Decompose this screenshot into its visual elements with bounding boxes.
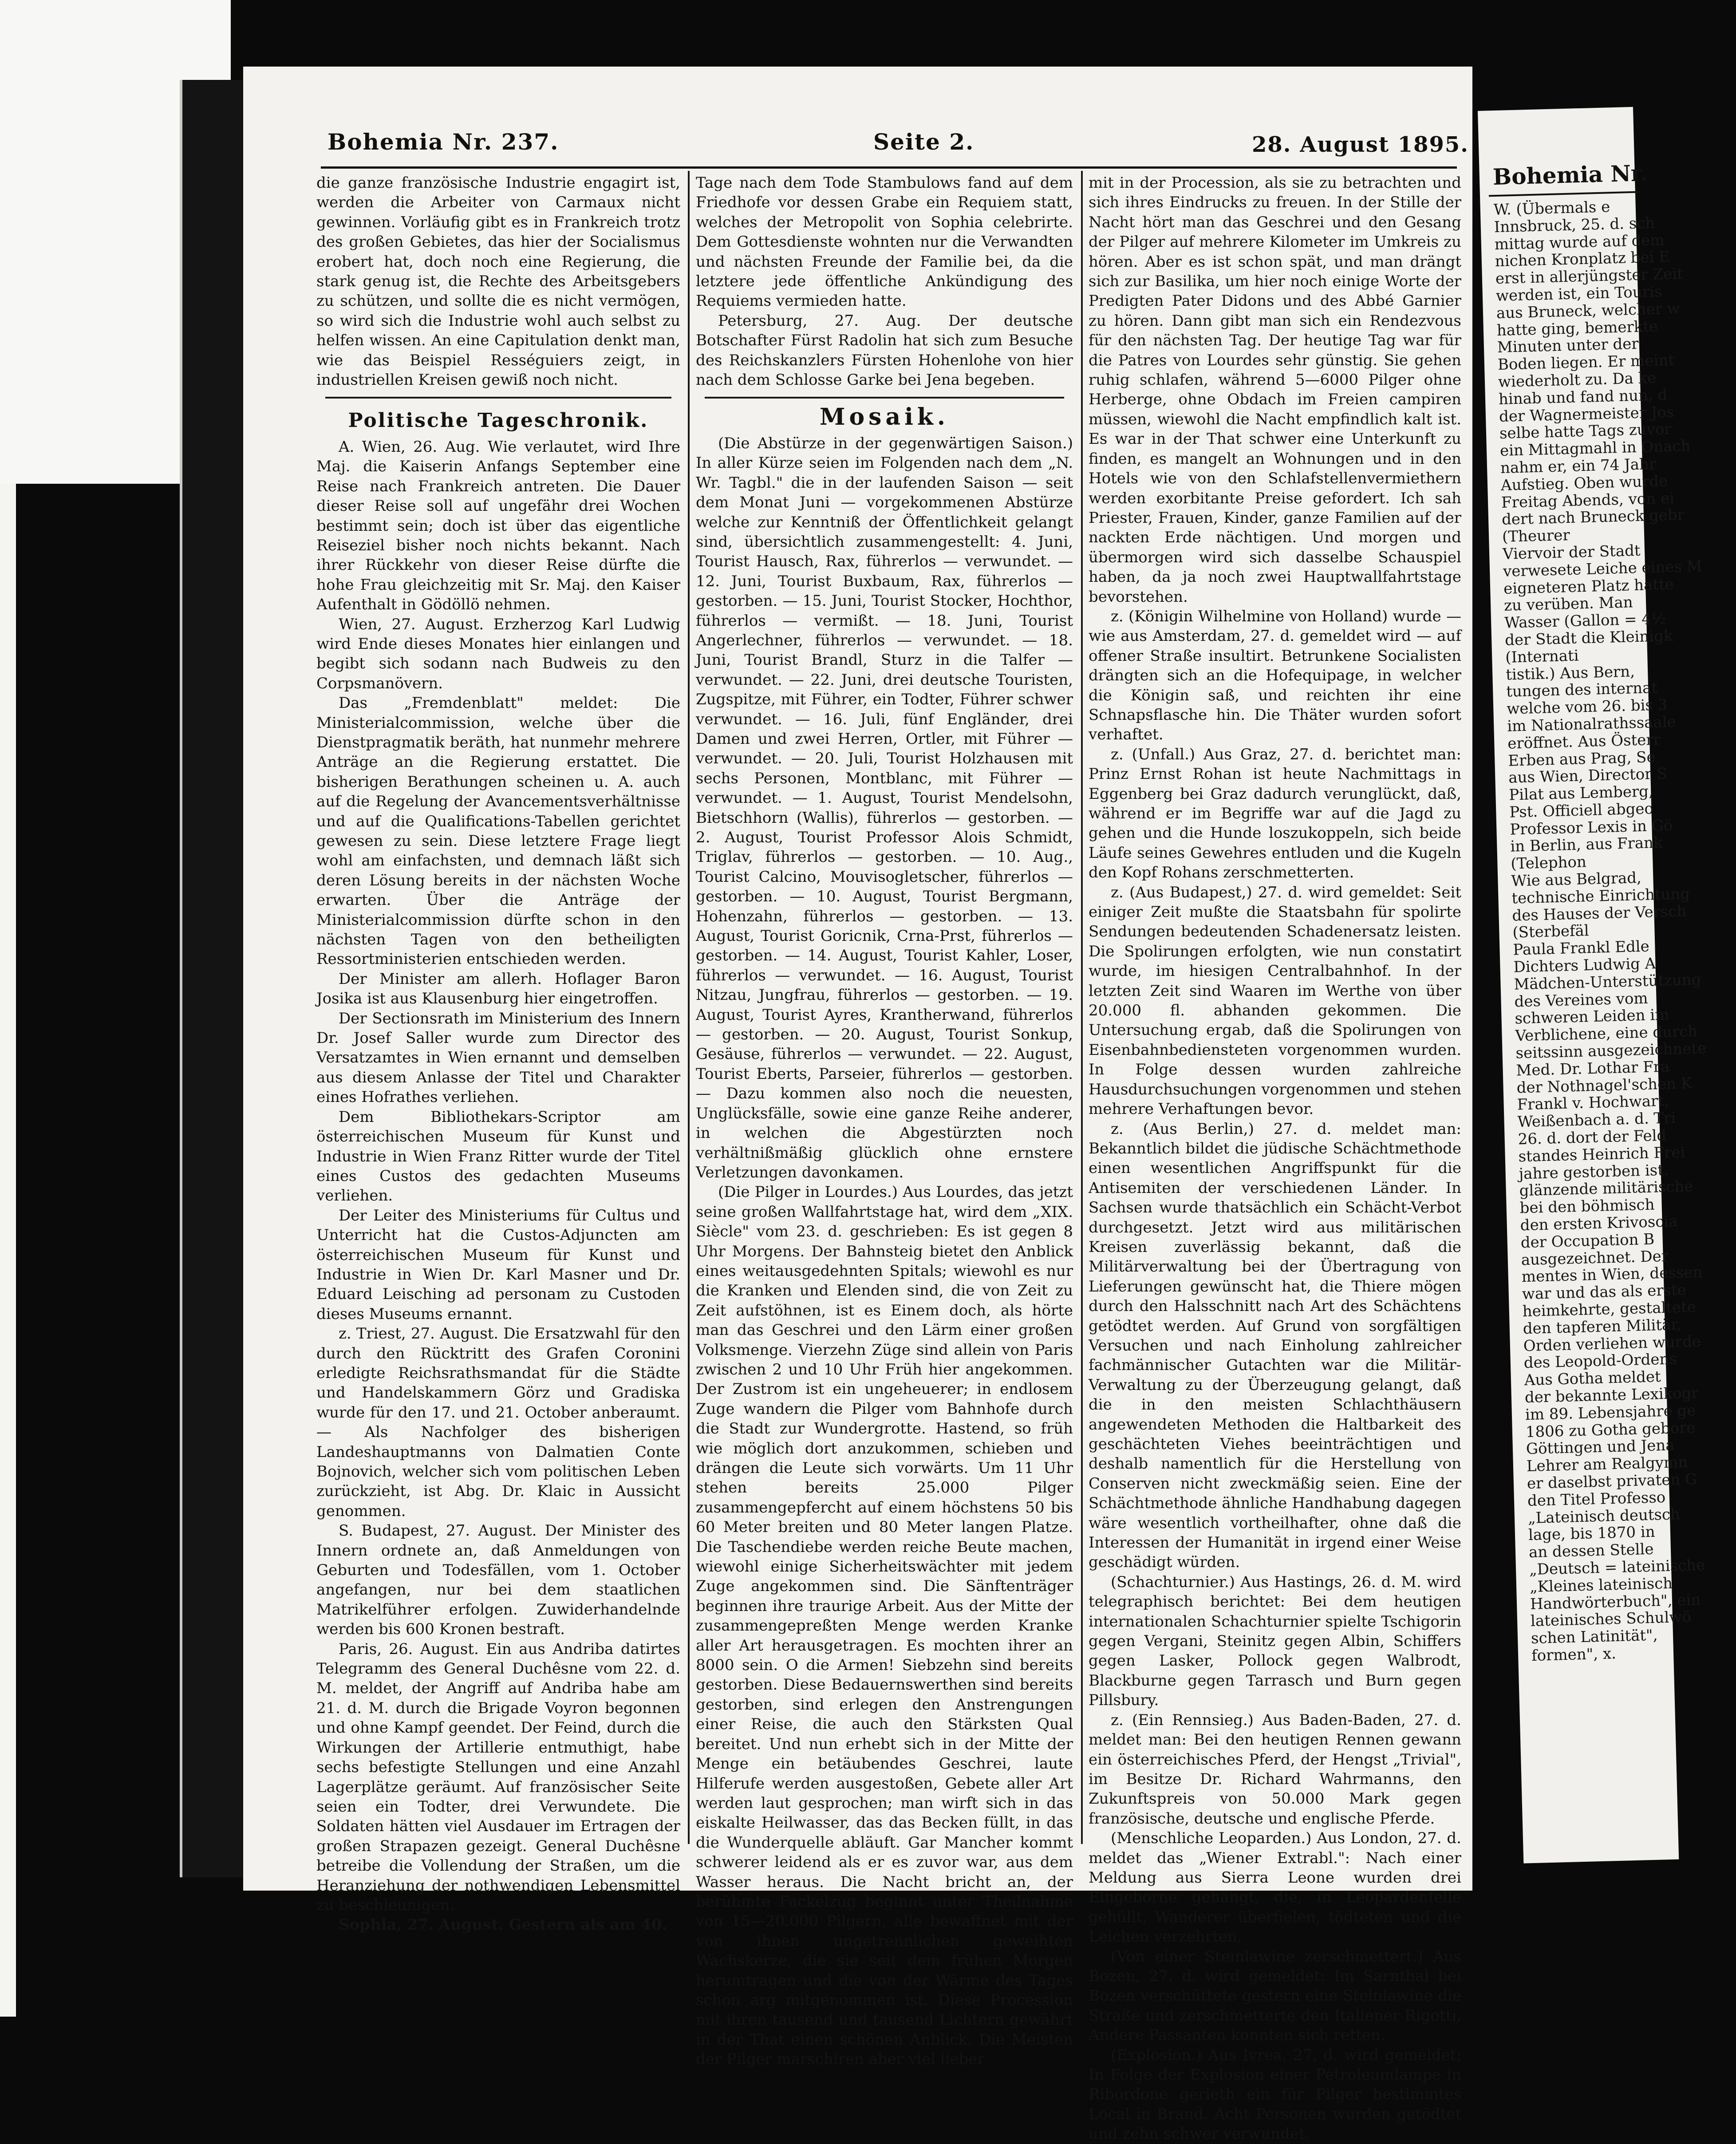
adjacent-page xyxy=(1478,107,1707,1864)
adjacent-text-line: mittag wurde auf dem xyxy=(1494,231,1665,253)
adjacent-text-line: schweren Leiden im xyxy=(1515,1006,1669,1028)
adjacent-text-line: formen", x. xyxy=(1531,1644,1617,1665)
adjacent-text-line: eigneteren Platz hatte xyxy=(1503,575,1674,598)
adjacent-text-line: des Vereines vom xyxy=(1514,989,1649,1011)
adjacent-text-line: (Telephon xyxy=(1510,853,1587,873)
adjacent-text-line: glänzende militärische xyxy=(1519,1177,1694,1200)
adjacent-text-line: an dessen Stelle xyxy=(1528,1540,1654,1562)
adjacent-text-line: des Leopold-Ordens xyxy=(1523,1350,1677,1372)
adjacent-text-line: Pilat aus Lemberg, xyxy=(1508,782,1654,804)
column-divider xyxy=(1081,171,1083,1844)
adjacent-text-line: wiederholt zu. Da ke xyxy=(1498,369,1657,391)
news-item: Petersburg, 27. Aug. Der deutsche Botschafter Fürst Radolin hat sich zum Besuche des Reichskanzlers Fürsten Hohenlohe von hier nach dem Schlosse Garke bei Jena begeben. xyxy=(696,312,1073,389)
adjacent-text-line: ausgezeichnet. Der xyxy=(1521,1247,1669,1269)
news-item: Der Leiter des Ministeriums für Cultus und Unterricht hat die Custos-Adjuncten am österreichischen Museum für Kunst und Industrie in Wien Dr. Karl Masner und Dr. Eduard Leisching ad personam zu Custoden dieses Museums ernannt. xyxy=(316,1206,680,1323)
page-header xyxy=(327,129,1472,169)
adjacent-text-line: den ersten Krivoscia xyxy=(1520,1212,1678,1235)
news-item: Paris, 26. August. Ein aus Andriba datirtes Telegramm des General Duchêsne vom 22. d. M. meldet, der Angriff auf Andriba habe am 21. d. M. durch die Brigade Voyron begonnen und ohne Kampf geendet. Der Feind, durch die Wirkungen der Artillerie entmuthigt, habe sechs befestigte Stellungen und eine Anzahl Lagerplätze geräumt. Auf französischer Seite seien ein Todter, drei Verwundete. Die Soldaten hätten viel Ausdauer im Ertragen der großen Strapazen gezeigt. General Duchêsne betreibe die Vollendung der Straßen, um die Heranziehung der nothwendigen Lebensmittel zu beschleunigen. xyxy=(316,1640,680,1914)
adjacent-text-line: (Internati xyxy=(1505,647,1579,667)
adjacent-text-line: welche vom 26. bis 3 xyxy=(1506,696,1668,718)
adjacent-text-line: der Stadt die Kleinigk xyxy=(1504,627,1673,649)
adjacent-text-line: Viervoir der Stadt xyxy=(1502,541,1641,563)
adjacent-text-line: aus Wien, Director S xyxy=(1508,765,1668,787)
adjacent-text-line: mentes in Wien, dessen xyxy=(1521,1263,1703,1286)
adjacent-text-line: erst in allerjüngster Zeit xyxy=(1495,265,1684,288)
adjacent-text-line: seitssinn ausgezeichnete xyxy=(1515,1039,1707,1062)
adjacent-text-line: der Nothnagel'schen K xyxy=(1516,1074,1693,1097)
adjacent-text-line: 1806 zu Gotha gebore xyxy=(1525,1418,1696,1441)
masthead-issue: Bohemia Nr. 237. xyxy=(327,129,559,155)
adjacent-text-line: der Occupation B xyxy=(1520,1230,1655,1252)
adjacent-text-line: Freitag Abends, von ei xyxy=(1501,489,1675,512)
adjacent-text-line: technische Einrichtung xyxy=(1511,884,1690,908)
adjacent-text-line: Wasser (Gallon = 4½ xyxy=(1504,610,1666,632)
adjacent-text-line: „Deutsch = lateinische xyxy=(1529,1556,1705,1579)
adjacent-text-line: verwesete Leiche eines M xyxy=(1503,557,1703,580)
adjacent-text-line: nahm er, ein 74 Jahr xyxy=(1500,455,1657,477)
adjacent-text-line: hatte ging, bemerkte xyxy=(1496,317,1658,340)
news-item: (Schachturnier.) Aus Hastings, 26. d. M. wird telegraphisch berichtet: Bei dem heutigen internationalen Schachturnier spielte Tschigorin gegen Vergani, Steinitz gegen Albin, Schiffers gegen Lasker, Pollock gegen Walbrodt, Blackburne gegen Tarrasch und Burn gegen Pillsbury. xyxy=(1089,1573,1461,1710)
news-item: Dem Bibliothekars-Scriptor am österreichischen Museum für Kunst und Industrie in Wien Franz Ritter wurde der Titel eines Custos des gedachten Museums verliehen. xyxy=(316,1108,680,1205)
news-item: z. (Aus Budapest,) 27. d. wird gemeldet: Seit einiger Zeit mußte die Staatsbahn für spolirte Sendungen bedeutenden Schadenersatz leisten. Die Spolirungen erfolgten, wie nun constatirt wurde, im hiesigen Centralbahnhof. In der letzten Zeit sind Waaren im Werthe von über 20.000 fl. abhanden gekommen. Die Untersuchung ergab, daß die Spolirungen von Eisenbahnbediensteten vorgenommen wurden. In Folge dessen wurden zahlreiche Hausdurchsuchungen vorgenommen und stehen mehrere Verhaftungen bevor. xyxy=(1089,883,1461,1118)
section-rule xyxy=(705,397,1064,399)
adjacent-text-line: Boden liegen. Er meint xyxy=(1497,351,1675,374)
news-item: z. (Aus Berlin,) 27. d. meldet man: Bekanntlich bildet die jüdische Schächtmethode einen wesentlichen Angriffspunkt für die Antisemiten der verschiedenen Länder. In Sachsen wurde thatsächlich ein Schächt-Verbot durchgesetzt. Jetzt wird aus militärischen Kreisen zuverlässig bekannt, daß die Militärverwaltung bei der Übertragung von Lieferungen gewünscht hat, die Thiere mögen durch den Halsschnitt nach Art des Schächtens getödtet werden. Auf Grund von sorgfältigen Versuchen und nach Einholung zahlreicher fachmännischer Gutachten war die Militär-Verwaltung zu der Überzeugung gelangt, daß die in den meisten Schlachthäusern angewendeten Methoden die Haltbarkeit des geschächteten Viehes beeinträchtigen und deshalb namentlich für die Herstellung von Conserven nicht zweckmäßig seien. Eine der Schächtmethode ähnliche Handhabung dagegen wäre wesentlich vortheilhafter, ohne daß die Interessen der Humanität in irgend einer Weise geschädigt würden. xyxy=(1089,1120,1461,1571)
adjacent-text-line: W. (Übermals e xyxy=(1493,198,1610,219)
adjacent-text-line: Pst. Officiell abgeo xyxy=(1509,800,1654,821)
column-divider xyxy=(688,171,690,1844)
adjacent-text-line: ein Mittagmahl in Onach xyxy=(1499,437,1691,460)
adjacent-text-line: der bekannte Lexikogr xyxy=(1524,1384,1699,1407)
news-item: Der Minister am allerh. Hoflager Baron Josika ist aus Klausenburg hier eingetroffen. xyxy=(316,970,680,1008)
adjacent-text-line: Orden verliehen wurde xyxy=(1523,1332,1701,1355)
adjacent-text-line: war und das als erste xyxy=(1522,1281,1687,1303)
adjacent-text-line: „Kleines lateinisch xyxy=(1529,1574,1673,1596)
news-item: z. (Unfall.) Aus Graz, 27. d. berichtet man: Prinz Ernst Rohan ist heute Nachmittags in Eggenberg bei Graz dadurch verunglückt, daß, während er im Begriffe war auf die Jagd zu gehen und die Hunde loszukoppeln, sich beide Läufe seines Gewehres entluden und die Kugeln den Kopf Rohans zerschmetterten. xyxy=(1089,745,1461,882)
news-item: (Die Abstürze in der gegenwärtigen Saison.) In aller Kürze seien im Folgenden nach dem „N. Wr. Tagbl." die in der laufenden Saison — seit dem Monat Juni — vorgekommenen Abstürze welche zur Kenntniß der Öffentlichkeit gelangt sind, übersichtlich zusammengestellt: 4. Juni, Tourist Hausch, Rax, führerlos — verwundet. — 12. Juni, Tourist Buxbaum, Rax, führerlos — gestorben. — 15. Juni, Tourist Stocker, Hochthor, führerlos — vermißt. — 18. Juni, Tourist Angerlechner, führerlos — verwundet. — 18. Juni, Tourist Brandl, Sturz in die Talfer — verwundet. — 22. Juni, drei deutsche Touristen, Zugspitze, mit Führer, ein Todter, Führer schwer verwundet. — 16. Juli, fünf Engländer, drei Damen und zwei Herren, Ortler, mit Führer — verwundet. — 20. Juli, Tourist Holzhausen mit sechs Personen, Montblanc, mit Führer — verwundet. — 1. August, Tourist Mendelsohn, Bietschhorn (Wallis), führerlos — gestorben. — 2. August, Tourist Professor Alois Schmidt, Triglav, führerlos — gestorben. — 10. Aug., Tourist Calcino, Mouvisogletscher, führerlos — gestorben. — 10. August, Tourist Bergmann, Hohenzahn, führerlos — gestorben. — 13. August, Tourist Goricnik, Crna-Prst, führerlos — gestorben. — 14. August, Tourist Kahler, Loser, führerlos — verwundet. — 16. August, Tourist Nitzau, Jungfrau, führerlos — gestorben. — 19. August, Tourist Ayres, Krantherwand, führerlos — gestorben. — 20. August, Tourist Sonkup, Gesäuse, führerlos — verwundet. — 22. August, Tourist Eberts, Parseier, führerlos — gestorben. — Dazu kommen also noch die neuesten, Unglücksfälle, sowie eine ganze Reihe anderer, in welchen die Abgestürzten noch verhältnißmäßig glücklich ohne ernstere Verletzungen davonkamen. xyxy=(696,434,1073,1181)
adjacent-text-line: in Berlin, aus Frank xyxy=(1510,834,1663,856)
news-item: (Menschliche Leoparden.) Aus London, 27. d. meldet das „Wiener Extrabl.": Nach einer Meldung aus Sierra Leone wurden drei Eingeborne gehängt, die, in Leopardenfelle gehüllt, Wanderer überfielen, tödteten und die Leichen verzehrten. xyxy=(1089,1829,1461,1946)
news-item: Das „Fremdenblatt" meldet: Die Ministerialcommission, welche über die Dienstpragmatik beräth, hat nunmehr mehrere Anträge an die Regierung erstattet. Die bisherigen Berathungen scheinen u. A. auch auf die Regelung der Avancementsverhältnisse und auf die Qualifications-Tabellen gerichtet gewesen zu sein. Diese letztere Frage liegt wohl am einfachsten, und demnach läßt sich deren Lösung bereits in der nächsten Woche erwarten. Über die Anträge der Ministerialcommission dürfte schon in den nächsten Tagen von den betheiligten Ressortministerien entschieden werden. xyxy=(316,694,680,968)
adjacent-text-line: zu verüben. Man xyxy=(1503,593,1633,615)
adjacent-text-line: Professor Lexis in Gö xyxy=(1509,816,1673,839)
adjacent-text-line: selbe hatte Tags zuvor xyxy=(1499,420,1672,443)
adjacent-text-line: Wie aus Belgrad, xyxy=(1511,869,1642,890)
news-item: z. (Königin Wilhelmine von Holland) wurde — wie aus Amsterdam, 27. d. gemeldet wird — auf offener Straße insultirt. Betrunkene Socialisten drängten sich an die Hofequipage, in welcher die Königin saß, und reichten ihr eine Schnapsflasche hin. Die Thäter wurden sofort verhaftet. xyxy=(1089,607,1461,744)
adjacent-text-line: jahre gestorben ist. xyxy=(1519,1161,1669,1183)
news-item: (Von einer Steinlawine zerschmettert.) Aus Bozen, 27. d. wird gemeldet: Im Sarnthal bei Bozen verschüttete gestern eine Steinlawine die Straße und zerschmetterte den Italiener Rigotti. Andere Passanten konnten sich retten. xyxy=(1089,1947,1461,2045)
adjacent-text-line: Paula Frankl Edle xyxy=(1513,937,1650,959)
adjacent-text-line: Handwörterbuch", ein xyxy=(1530,1591,1701,1613)
adjacent-text-line: er daselbst privaten G xyxy=(1527,1470,1697,1493)
adjacent-text-line: tungen des internat xyxy=(1506,679,1658,701)
adjacent-text-line: Med. Dr. Lothar Fra xyxy=(1516,1058,1670,1080)
adjacent-text-line: lateinisches Schulwö xyxy=(1530,1608,1692,1631)
adjacent-text-line: den tapferen Militär, xyxy=(1523,1315,1682,1338)
section-heading: Politische Tageschronik. xyxy=(348,409,649,432)
adjacent-text-line: heimkehrte, gestaltete xyxy=(1522,1298,1697,1321)
adjacent-text-line: lage, bis 1870 in xyxy=(1528,1523,1656,1544)
newspaper-page xyxy=(243,67,1472,2143)
news-item: z. (Ein Rennsieg.) Aus Baden-Baden, 27. d. meldet man: Bei den heutigen Rennen gewann ein österreichisches Pferd, der Hengst „Trivial", im Besitze Dr. Richard Wahrmanns, den Zukunftspreis von 50.000 Mark gegen französische, deutsche und englische Pferde. xyxy=(1089,1711,1461,1828)
header-rule xyxy=(321,166,1457,169)
adjacent-text-line: Aufstieg. Oben wurde xyxy=(1500,472,1668,494)
section-rule xyxy=(325,397,671,399)
adjacent-text-line: schen Latinität", xyxy=(1531,1626,1658,1648)
news-item: Sophia, 27. August. Gestern als am 40. xyxy=(339,1916,667,1934)
adjacent-text-line: im Nationalrathssaale xyxy=(1507,713,1677,735)
adjacent-text-line: den Titel Professo xyxy=(1527,1488,1666,1510)
adjacent-text-line: im 89. Lebensjahre ge xyxy=(1525,1401,1696,1424)
column-3 xyxy=(1089,173,1461,2143)
adjacent-page-text xyxy=(1493,197,1723,1843)
adjacent-text-line: Lehrer am Realgymn xyxy=(1526,1453,1688,1476)
news-item: S. Budapest, 27. August. Der Minister des Innern ordnete an, daß Anmeldungen von Geburten und Todesfällen, vom 1. October angefangen, nur bei dem staatlichen Matrikelführer erfolgen. Zuwiderhandelnde werden bis 600 Kronen bestraft. xyxy=(316,1522,680,1639)
adjacent-text-line: der Wagnermeister Jos xyxy=(1499,403,1674,426)
news-item: Der Sectionsrath im Ministerium des Innern Dr. Josef Saller wurde zum Director des Versatzamtes in Wien ernannt und demselben aus diesem Anlasse der Titel und Charakter eines Hofrathes verliehen. xyxy=(316,1009,680,1106)
news-item: A. Wien, 26. Aug. Wie verlautet, wird Ihre Maj. die Kaiserin Anfangs September eine Reise nach Frankreich antreten. Die Dauer dieser Reise soll auf ungefähr drei Wochen bestimmt sein; doch ist über das eigentliche Reiseziel bisher noch nichts bekannt. Nach ihrer Rückkehr von dieser Reise dürfte die hohe Frau gleichzeitig mit Sr. Maj. den Kaiser Aufenthalt in Gödöllö nehmen. xyxy=(316,438,680,614)
adjacent-text-line: (Theurer xyxy=(1502,526,1570,546)
adjacent-text-line: Aus Gotha meldet xyxy=(1524,1368,1661,1390)
column-2 xyxy=(696,173,1073,2069)
adjacent-text-line: Mädchen-Unterstützung xyxy=(1514,971,1701,994)
adjacent-text-line: nichen Kronplatz bei E xyxy=(1495,248,1670,271)
adjacent-text-line: Dichters Ludwig A xyxy=(1513,955,1656,976)
book-spine xyxy=(180,80,249,1877)
adjacent-page-header: Bohemia Nr. xyxy=(1492,160,1649,190)
adjacent-text-line: Erben aus Prag, Se xyxy=(1507,748,1656,770)
adjacent-text-line: werden ist, ein Touris xyxy=(1495,283,1662,305)
article-continuation: mit in der Procession, als sie zu betrachten und sich ihres Eindrucks zu freuen. In der Stille der Nacht hört man das Geschrei und den Gesang der Pilger auf mehrere Kilometer im Umkreis zu hören. Aber es ist schon spät, und man drängt sich zur Basilika, um hier noch einige Worte der Predigten Pater Didons und des Abbé Garnier zu hören. Dann gibt man sich ein Rendezvous für den nächsten Tag. Der heutige Tag war für die Patres von Lourdes sehr günstig. Sie gehen ruhig schlafen, während 5—6000 Pilger ohne Herberge, ohne Obdach im Freien campiren müssen, wiewohl die Nacht empfindlich kalt ist. Es war in der That schwer eine Unterkunft zu finden, es mangelt an Wohnungen und in den Hotels wie von den Schlafstellenvermiethern werden exorbitante Preise gefordert. Ich sah Priester, Frauen, Kinder, ganze Familien auf der nackten Erde nächtigen. Und morgen und übermorgen wird sich dasselbe Schauspiel haben, da ja noch zwei Hauptwallfahrtstage bevorstehen. xyxy=(1089,174,1461,606)
adjacent-text-line: tistik.) Aus Bern, xyxy=(1505,662,1635,684)
adjacent-text-line: Weißenbach a. d. Tri xyxy=(1517,1109,1676,1131)
adjacent-text-line: Innsbruck, 25. d. sch xyxy=(1494,214,1655,236)
news-item: z. Triest, 27. August. Die Ersatzwahl für den durch den Rücktritt des Grafen Coronini erledigte Reichsrathsmandat für die Städte und Handelskammern Görz und Gradiska wurde für den 17. und 21. October anberaumt. — Als Nachfolger des bisherigen Landeshauptmanns von Dalmatien Conte Bojnovich, welcher sich vom politischen Leben zurückzieht, ist Abg. Dr. Klaic in Aussicht genommen. xyxy=(316,1325,680,1520)
adjacent-text-line: des Hauses der Versch xyxy=(1511,902,1687,925)
adjacent-text-line: Verblichene, eine durch xyxy=(1515,1023,1698,1045)
adjacent-text-line: Minuten unter der xyxy=(1497,335,1639,357)
page-number: Seite 2. xyxy=(873,129,975,155)
issue-date: 28. August 1895. xyxy=(1251,132,1469,157)
news-item: (Die Pilger in Lourdes.) Aus Lourdes, das jetzt seine großen Wallfahrtstage hat, wird dem „XIX. Siècle" vom 23. d. geschrieben: Es ist gegen 8 Uhr Morgens. Der Bahnsteig bietet den Anblick eines weitausgedehnten Spitals; wiewohl es nur die Kranken und Elenden sind, die von Zeit zu Zeit aufstöhnen, ist es Einem doch, als hörte man das Geschrei und den Lärm einer großen Volksmenge. Vierzehn Züge sind allein von Paris zwischen 2 und 10 Uhr Früh hier angekommen. Der Zustrom ist ein ungeheuerer; in endlosem Zuge wandern die Pilger vom Bahnhofe durch die Stadt zur Wundergrotte. Hastend, so früh wie möglich dort anzukommen, schieben und drängen die Leute sich vorwärts. Um 11 Uhr stehen bereits 25.000 Pilger zusammengepfercht auf einem höchstens 50 bis 60 Meter breiten und 80 Meter langen Platze. Die Taschendiebe werden reiche Beute machen, wiewohl einige Sicherheitswächter mit jedem Zuge angekommen sind. Die Sänftenträger beginnen ihre traurige Arbeit. Aus der Mitte der zusammengepreßten Menge werden Kranke aller Art herausgetragen. Es mochten ihrer an 8000 sein. O die Armen! Siebzehn sind bereits gestorben. Diese Bedauernswerthen sind bereits gestorben, sind erlegen den Anstrengungen einer Reise, die auch den Stärksten Qual bereitet. Und nun erhebt sich in der Mitte der Menge ein betäubendes Geschrei, laute Hilferufe werden ausgestoßen, Gebete aller Art werden laut gesprochen; man wirft sich in das eiskalte Heilwasser, das das Becken füllt, in das die Wunderquelle abläuft. Gar Mancher kommt schwerer leidend als er es zuvor war, aus dem Wasser heraus. Die Nacht bricht an, der berühmte Fackelzug beginnt unter Theilnahme von 15—20.000 Pilgern, alle bewaffnet mit der von ihnen ungetrennlichen geweihten Wachskerze, die sie seit dem frühen Morgen herumtragen und die von der Wärme des Tages schon arg mitgenommen ist. Diese Procession mit ihren tausend und tausend Lichtern gewährt in der That einen schönen Anblick. Die Meisten der Pilger marschiren aber viel lieber xyxy=(696,1183,1073,2069)
adjacent-text-line: 26. d. dort der Feld xyxy=(1518,1126,1667,1149)
adjacent-text-line: (Sterbefäl xyxy=(1512,922,1590,942)
adjacent-text-line: hinab und fand nun, d xyxy=(1498,386,1668,408)
adjacent-text-line: „Lateinisch deutsch xyxy=(1527,1505,1681,1527)
news-item: Wien, 27. August. Erzherzog Karl Ludwig wird Ende dieses Monates hier einlangen und begibt sich sodann nach Budweis zu den Corpsmanövern. xyxy=(316,615,680,692)
article-continuation: die ganze französische Industrie engagirt ist, werden die Arbeiter von Carmaux nicht gewinnen. Vorläufig gibt es in Frankreich trotz des großen Gebietes, das hier der Socialismus erobert hat, doch noch eine Regierung, die stark genug ist, die Rechte des Arbeitsgebers zu schützen, und sollte die es nicht vermögen, so wird sich die Industrie wohl auch selbst zu helfen wissen. An eine Capitulation denkt man, wie das Beispiel Rességuiers zeigt, in industriellen Kreisen gewiß noch nicht. xyxy=(316,174,680,389)
adjacent-header-rule xyxy=(1489,191,1640,197)
adjacent-text-line: eröffnet. Aus Österr xyxy=(1507,730,1661,753)
section-heading: Mosaik. xyxy=(819,403,950,431)
adjacent-text-line: aus Bruneck, welcher w xyxy=(1496,300,1681,322)
adjacent-text-line: dert nach Bruneck gebr xyxy=(1501,506,1685,529)
news-item: (Explosion.) Aus Ivrea, 27. d. wird gemeldet: In Folge der Explosion einer Petroleumlampe in Ribordone gerieth ein für Pilger bestimmtes Local in Brand. Acht Personen wurden getödtet und zehn schwer verwundet. xyxy=(1089,2046,1461,2143)
adjacent-text-line: bei den böhmisch xyxy=(1519,1196,1655,1217)
adjacent-text-line: Göttingen und Jena xyxy=(1526,1436,1675,1458)
column-1 xyxy=(316,173,680,1934)
article-continuation: Tage nach dem Tode Stambulows fand auf dem Friedhofe vor dessen Grabe ein Requiem statt, welches der Metropolit von Sophia celebrirte. Dem Gottesdienste wohnten nur die Verwandten und nächsten Freunde der Familie bei, da die letztere jede öffentliche Ankündigung des Requiems vermieden hatte. xyxy=(696,174,1073,310)
adjacent-text-line: Frankl v. Hochwart, xyxy=(1517,1092,1669,1114)
adjacent-text-line: standes Heinrich Frei xyxy=(1518,1143,1685,1166)
